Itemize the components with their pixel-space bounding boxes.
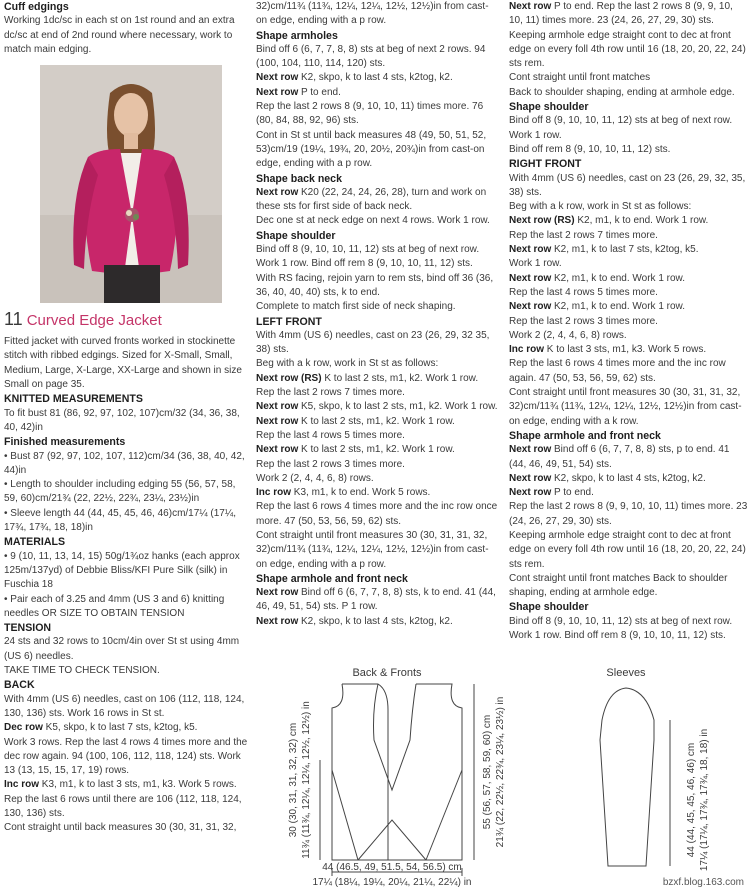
instruction-line	[256, 186, 498, 215]
instruction-line	[256, 615, 498, 629]
instruction-line	[509, 500, 749, 529]
armhole-front-neck-heading: Shape armhole and front neck	[256, 572, 408, 585]
instruction-text: K2, skpo, k to last 4 sts, k2tog, k2.	[298, 615, 453, 627]
instruction-text: Work 2 (2, 4, 4, 6, 8) rows.	[256, 472, 374, 484]
instruction-line	[256, 486, 498, 500]
instruction-line	[256, 357, 498, 371]
instruction-line	[256, 400, 498, 414]
instruction-text: With 4mm (US 6) needles, cast on 23 (26, 29, 32 35, 38) sts.	[256, 329, 493, 356]
instruction-text: Rep the last 6 rows 4 times more and the inc row once more. 47 (50, 53, 56, 59, 62) sts.	[256, 501, 501, 527]
instruction-text: Bind off 6 (6, 7, 7, 8, 8) sts at beg of next 2 rows. 94 (100, 104, 110, 114, 120) sts.	[256, 43, 489, 70]
instruction-line	[256, 100, 498, 129]
instruction-line	[509, 615, 749, 644]
instruction-text: Dec one st at neck edge on next 4 rows. Work 1 row.	[256, 215, 490, 227]
instruction-text: Bind off 6 (6, 7, 7, 8, 8) sts, p to end. 41 (44, 46, 49, 51, 54) sts.	[509, 444, 733, 470]
instruction-text: K20 (22, 24, 24, 26, 28), turn and work on these sts for first side of back neck.	[256, 186, 489, 213]
shoulder-instructions	[256, 243, 498, 314]
instruction-label: Next row	[256, 415, 299, 427]
body-length-in: 21¾ (22, 22½, 22¾, 23¼, 23½) in	[495, 696, 506, 848]
knitted-measurements-heading: KNITTED MEASUREMENTS	[4, 393, 143, 406]
instruction-line	[256, 272, 498, 301]
instruction-text: Rep the last 2 rows 7 times more.	[509, 229, 658, 241]
instruction-text: K2, m1, k to end. Work 1 row.	[574, 215, 709, 227]
armholes-instructions	[256, 43, 498, 172]
source-credit: bzxf.blog.163.com	[662, 877, 744, 888]
back-continued: 32)cm/11¾ (11¾, 12¼, 12¼, 12½, 12½)in from cast-on edge, ending with a p row.	[256, 1, 489, 27]
sleeve-length-cm: 44 (44, 45, 45, 46, 46) cm	[686, 742, 697, 858]
instruction-line	[4, 721, 248, 735]
instruction-line	[256, 129, 498, 172]
column-middle	[256, 0, 501, 629]
shape-back-neck-heading: Shape back neck	[256, 172, 342, 185]
instruction-text: K3, m1, k to end. Work 5 rows.	[291, 487, 431, 499]
instruction-line	[509, 129, 749, 143]
measurement-item: • Length to shoulder including edging 55 (56, 57, 58, 59, 60)cm/21¾ (22, 22½, 22¾, 23¼, 23½)in	[4, 479, 239, 505]
model-photo	[40, 65, 222, 303]
body-label: Back & Fronts	[352, 667, 422, 679]
instruction-line	[256, 43, 498, 72]
schematic-diagrams	[262, 650, 742, 890]
left-front-continued	[509, 0, 749, 100]
instruction-line	[509, 229, 749, 243]
instruction-line	[509, 0, 749, 71]
instruction-line	[509, 329, 749, 343]
instruction-text: Beg with a k row, work in St st as follows:	[256, 358, 439, 370]
instruction-line	[509, 343, 749, 357]
instruction-text: Bind off rem 8 (9, 10, 10, 11, 12) sts.	[509, 143, 671, 155]
instruction-label: Inc row	[4, 779, 40, 791]
instruction-text: Cont straight until front measures 30 (30, 31, 31, 32, 32)cm/11¾ (11¾, 12¼, 12¼, 12½, 12½)in from cast-on edge, ending with a p row.	[256, 529, 491, 570]
shape-shoulder-heading-2: Shape shoulder	[509, 601, 589, 614]
right-front-heading: RIGHT FRONT	[509, 158, 582, 171]
instruction-text: K2, skpo, k to last 4 sts, k2tog, k2.	[551, 472, 706, 484]
finished-measurements-heading: Finished measurements	[4, 436, 126, 449]
instruction-text: Bind off 8 (9, 10, 10, 11, 12) sts at beg of next row.	[509, 115, 733, 127]
back-heading: BACK	[4, 679, 35, 692]
shape-armholes-heading: Shape armholes	[256, 29, 338, 42]
instruction-line	[256, 586, 498, 615]
instruction-line	[256, 214, 498, 228]
instruction-line	[256, 500, 501, 529]
instruction-text: Cont straight until front matches Back to shoulder shaping, ending at armhole edge.	[509, 572, 731, 599]
instruction-text: K5, skpo, k to last 7 sts, k2tog, k5.	[42, 722, 198, 734]
instruction-text: With 4mm (US 6) needles, cast on 23 (26, 29, 32, 35, 38) sts.	[509, 172, 749, 198]
instruction-text: Complete to match first side of neck shaping.	[256, 301, 456, 313]
instruction-text: K2, m1, k to end. Work 1 row.	[551, 301, 685, 313]
instruction-text: K to last 2 sts, m1, k2. Work 1 row.	[298, 415, 455, 427]
instruction-label: Next row	[509, 444, 552, 456]
sleeve-label: Sleeves	[606, 667, 646, 679]
back-neck-instructions	[256, 186, 498, 229]
column-right	[509, 0, 749, 643]
instruction-label: Next row	[509, 272, 552, 284]
instruction-label: Inc row	[509, 344, 545, 356]
instruction-line	[509, 300, 749, 314]
armhole-front-neck-heading: Shape armhole and front neck	[509, 429, 661, 442]
instruction-text: Rep the last 6 rows 4 times more and the inc row again. 47 (50, 53, 56, 59, 62) sts.	[509, 358, 729, 384]
material-item: • Pair each of 3.25 and 4mm (US 3 and 6) knitting needles OR SIZE TO OBTAIN TENSION	[4, 593, 228, 619]
instruction-text: Rep the last 4 rows 5 times more.	[509, 286, 658, 298]
left-front-heading: LEFT FRONT	[256, 315, 322, 328]
instruction-line	[509, 443, 749, 472]
instruction-label: Next row (RS)	[509, 215, 575, 227]
armhole-front-neck-instructions	[509, 443, 749, 600]
tension-check: TAKE TIME TO CHECK TENSION.	[4, 665, 160, 677]
body-length-cm: 55 (56, 57, 58, 59, 60) cm	[482, 714, 493, 830]
instruction-text: Work 1 row.	[509, 129, 562, 141]
instruction-label: Next row	[509, 487, 552, 499]
instruction-line	[509, 114, 749, 128]
instruction-line	[509, 572, 749, 601]
instruction-line	[509, 172, 749, 201]
instruction-label: Next row	[256, 186, 299, 198]
instruction-line	[509, 315, 749, 329]
pattern-number: 11	[4, 309, 23, 330]
instruction-text: Keeping armhole edge straight cont to dec at front edge on every foll 4th row until 16 (18, 20, 20, 22, 24) sts rem.	[509, 529, 749, 570]
instruction-line	[509, 286, 749, 300]
instruction-line	[509, 529, 749, 572]
instruction-line	[509, 357, 749, 386]
instruction-text: Bind off 8 (9, 10, 10, 11, 12) sts at beg of next row. Work 1 row. Bind off rem 8 (9, 10, 10, 11, 12) sts.	[509, 615, 735, 642]
instruction-text: P to end.	[551, 487, 594, 499]
instruction-text: Rep the last 2 rows 8 (9, 9, 10, 10, 11) times more. 23 (24, 26, 27, 29, 30) sts.	[509, 501, 750, 527]
instruction-text: Rep the last 4 rows 5 times more.	[256, 429, 405, 441]
right-front-instructions	[509, 172, 749, 429]
instruction-label: Next row	[509, 301, 552, 313]
instruction-text: Bind off 8 (9, 10, 10, 11, 12) sts at beg of next row. Work 1 row. Bind off rem 8 (9, 10, 10, 11, 12) sts.	[256, 244, 482, 270]
instruction-line	[509, 386, 749, 429]
model-illustration	[40, 65, 222, 303]
instruction-line	[256, 386, 498, 400]
instruction-text: K to last 3 sts, m1, k3. Work 5 rows.	[544, 344, 707, 356]
instruction-text: P to end. Rep the last 2 rows 8 (9, 9, 10, 10, 11) times more. 23 (24, 26, 27, 29, 30) sts. Keeping armhole edge straight cont to dec at front edge on every foll 4th row until 16 (18, 20, 20, 22, 24) sts rem.	[509, 1, 749, 70]
instruction-label: Next row	[256, 86, 299, 98]
body-side-in: 11¾ (11¾, 12¼, 12¼, 12½, 12½) in	[301, 701, 312, 859]
instruction-line	[4, 821, 248, 835]
column-left	[4, 0, 251, 836]
shape-shoulder-heading: Shape shoulder	[256, 229, 336, 242]
instruction-text: Work 3 rows. Rep the last 4 rows 4 times more and the dec row again. 94 (100, 106, 112, 118, 124) sts. Work 13 (13, 15, 15, 17, 19) rows.	[4, 736, 251, 777]
instruction-line	[509, 257, 749, 271]
instruction-text: Back to shoulder shaping, ending at armhole edge.	[509, 86, 735, 98]
instruction-line	[509, 143, 749, 157]
shoulder-instructions	[509, 114, 749, 157]
instruction-line	[256, 300, 498, 314]
instruction-label: Next row	[509, 244, 552, 256]
instruction-text: Rep the last 2 rows 3 times more.	[256, 458, 405, 470]
instruction-text: Cont in St st until back measures 48 (49, 50, 51, 52, 53)cm/19 (19¼, 19¾, 20, 20½, 20¾)in from cast-on edge, ending with a p row.	[256, 129, 489, 170]
instruction-text: K5, skpo, k to last 2 sts, m1, k2. Work 1 row.	[298, 401, 498, 413]
shape-shoulder-heading: Shape shoulder	[509, 101, 589, 114]
instruction-label: Next row	[509, 472, 552, 484]
instruction-text: K3, m1, k to last 3 sts, m1, k3. Work 5 rows. Rep the last 6 rows until there are 106 (112, 118, 124, 130, 136) sts.	[4, 779, 245, 819]
measurement-item: • Sleeve length 44 (44, 45, 45, 46, 46)cm/17¼ (17¼, 17¾, 17¾, 18, 18)in	[4, 507, 239, 534]
instruction-line	[4, 736, 251, 779]
instruction-label: Inc row	[256, 487, 292, 499]
sleeve-schematic	[600, 667, 710, 871]
instruction-line	[256, 329, 498, 358]
instruction-text: K to last 2 sts, m1, k2. Work 1 row.	[321, 372, 479, 384]
instruction-text: Rep the last 2 rows 8 (9, 10, 10, 11) times more. 76 (80, 84, 88, 92, 96) sts.	[256, 101, 486, 127]
pattern-intro: Fitted jacket with curved fronts worked in stockinette stitch with ribbed edgings. Sized for X-Small, Small, Medium, Large, X-Large, XX-Large and shown in size Small on page 35.	[4, 336, 245, 391]
instruction-text: Rep the last 2 rows 3 times more.	[509, 315, 658, 327]
instruction-line	[509, 71, 749, 85]
body-side-cm: 30 (30, 31, 31, 32, 32) cm	[288, 722, 299, 838]
pattern-title	[4, 309, 248, 331]
instruction-text: With RS facing, rejoin yarn to rem sts, bind off 36 (36, 36, 40, 40, 40) sts, k to end.	[256, 272, 496, 298]
instruction-line	[4, 693, 248, 722]
measurement-item: • Bust 87 (92, 97, 102, 107, 112)cm/34 (36, 38, 40, 42, 44)in	[4, 450, 248, 476]
instruction-text: K to last 2 sts, m1, k2. Work 1 row.	[298, 444, 455, 456]
instruction-text: Bind off 6 (6, 7, 7, 8, 8) sts, k to end. 41 (44, 46, 49, 51, 54) sts. P 1 row.	[256, 587, 499, 613]
instruction-line	[509, 200, 749, 214]
instruction-text: Cont straight until front measures 30 (30, 31, 31, 32, 32)cm/11¾ (11¾, 12¼, 12¼, 12½, 12½)in from cast-on edge, ending with a k row.	[509, 387, 744, 427]
instruction-line	[4, 778, 248, 821]
instruction-label: Next row	[256, 401, 299, 413]
instruction-line	[256, 71, 498, 85]
pattern-name: Curved Edge Jacket	[26, 312, 162, 330]
instruction-label: Next row	[256, 72, 299, 84]
instruction-label: Next row	[509, 1, 552, 12]
instruction-text: Work 2 (2, 4, 4, 6, 8) rows.	[509, 329, 627, 341]
left-front-instructions	[256, 329, 501, 572]
shoulder-instructions-2	[509, 615, 749, 644]
instruction-line	[509, 214, 749, 228]
instruction-line	[256, 458, 498, 472]
instruction-line	[256, 243, 498, 272]
armhole-front-neck-instructions	[256, 586, 498, 629]
tension-text: 24 sts and 32 rows to 10cm/4in over St st using 4mm (US 6) needles.	[4, 636, 242, 662]
instruction-line	[509, 486, 749, 500]
tension-heading: TENSION	[4, 622, 52, 635]
back-instructions	[4, 693, 251, 836]
instruction-label: Next row	[256, 615, 299, 627]
instruction-label: Dec row	[4, 722, 43, 734]
body-width-in: 17¼ (18¼, 19¼, 20¼, 21¼, 22¼) in	[312, 877, 472, 888]
instruction-line	[256, 372, 498, 386]
body-schematic	[288, 667, 506, 888]
instruction-text: K2, skpo, k to last 4 sts, k2tog, k2.	[298, 72, 453, 84]
instruction-label: Next row	[256, 444, 299, 456]
instruction-text: Work 1 row.	[509, 258, 562, 270]
instruction-line	[509, 472, 749, 486]
instruction-line	[509, 272, 749, 286]
instruction-text: Cont straight until back measures 30 (30, 31, 31, 32,	[4, 822, 237, 834]
instruction-line	[256, 529, 498, 572]
materials-heading: MATERIALS	[4, 536, 66, 549]
instruction-text: K2, m1, k to last 7 sts, k2tog, k5.	[551, 244, 699, 256]
cuff-heading: Cuff edgings	[4, 1, 69, 13]
instruction-line	[256, 415, 498, 429]
fit-text: To fit bust 81 (86, 92, 97, 102, 107)cm/32 (34, 36, 38, 40, 42)in	[4, 407, 243, 433]
instruction-text: With 4mm (US 6) needles, cast on 106 (112, 118, 124, 130, 136) sts. Work 16 rows in St st.	[4, 693, 248, 719]
instruction-line	[256, 443, 498, 457]
sleeve-length-in: 17¼ (17¼, 17¾, 17¾, 18, 18) in	[699, 728, 710, 872]
instruction-line	[256, 472, 498, 486]
instruction-line	[509, 86, 749, 100]
instruction-text: Cont straight until front matches	[509, 72, 651, 84]
instruction-label: Next row	[256, 587, 299, 599]
material-item: • 9 (10, 11, 13, 14, 15) 50g/1¾oz hanks (each approx 125m/137yd) of Debbie Bliss/KFI Pure Silk (silk) in Fuschia 18	[4, 550, 243, 591]
cuff-text: Working 1dc/sc in each st on 1st round and an extra dc/sc at end of 2nd round where necessary, work to match main edging.	[4, 15, 238, 55]
instruction-text: P to end.	[298, 86, 341, 98]
instruction-text: Rep the last 2 rows 7 times more.	[256, 387, 405, 399]
instruction-line	[256, 86, 498, 100]
body-width-cm: 44 (46.5, 49, 51.5, 54, 56.5) cm	[322, 862, 462, 873]
instruction-label: Next row (RS)	[256, 372, 322, 384]
instruction-text: K2, m1, k to end. Work 1 row.	[551, 272, 685, 284]
instruction-line	[256, 429, 498, 443]
instruction-line	[509, 243, 749, 257]
instruction-text: Beg with a k row, work in St st as follows:	[509, 201, 692, 213]
